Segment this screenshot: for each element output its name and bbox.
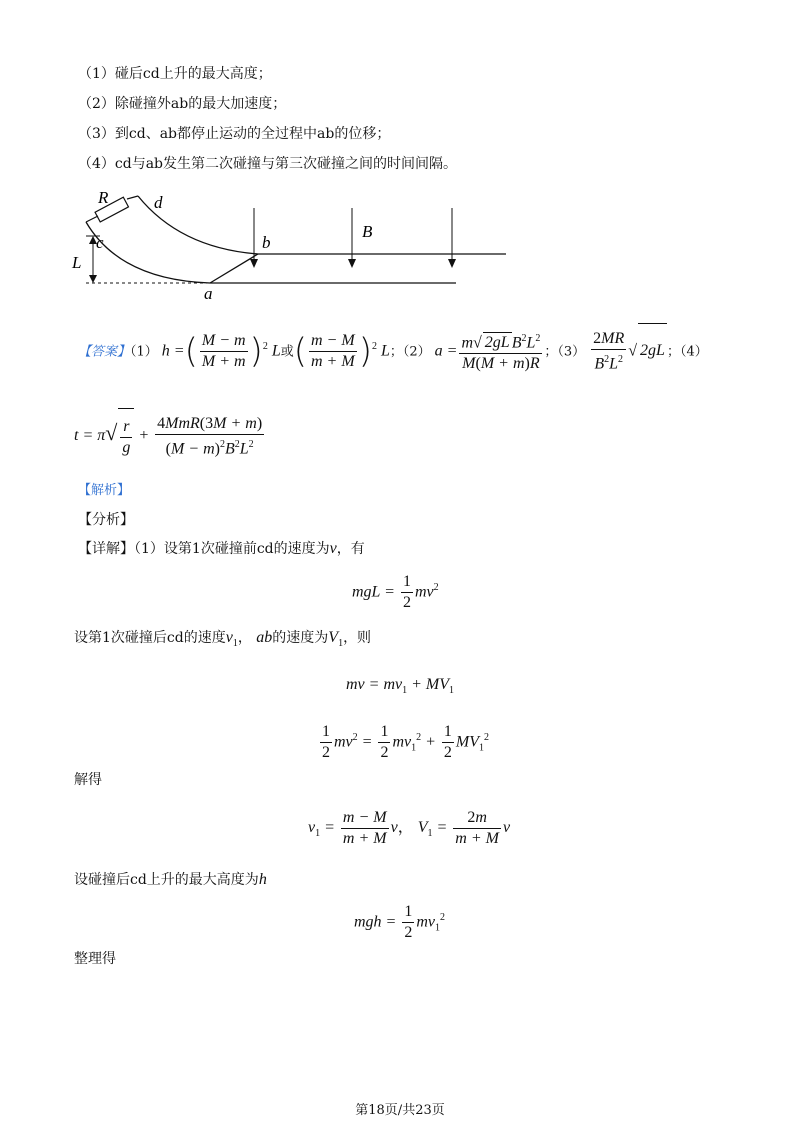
jiede-label: 解得	[74, 772, 102, 788]
detail-step-3: 设碰撞后cd上升的最大高度为h	[74, 871, 267, 888]
zhengli-label: 整理得	[74, 951, 116, 967]
label-c: c	[96, 233, 104, 252]
kinetic-energy-eq: $\frac{1}{2}$ $mv^2$ = $\frac{1}{2}$ $mv_1^2$ + $\frac{1}{2}$ $MV_1^2$	[322, 723, 490, 762]
label-L: L	[72, 253, 82, 272]
detail-step-1: 【详解】（1）设第1次碰撞前cd的速度为v，有	[78, 540, 365, 557]
label-B: B	[362, 222, 373, 241]
question-4: （4）cd与ab发生第二次碰撞与第三次碰撞之间的时间间隔。	[78, 156, 458, 172]
answer-tag: 【答案】	[78, 344, 131, 360]
velocity-solution: $v_1$ = $\frac{m - M}{m + M}$ v， $V_1$ = $\frac{2m}{m + M}$ v	[308, 808, 511, 847]
label-b: b	[262, 233, 271, 252]
answer-line: 【答案】（1） h =( $\frac{M - m}{M + m}$ )$^2$ L或( $\frac{m - M}{m + M}$ )$^2$ L；（2） a = $\frac{m√ 2gL B^2L^2}{M(M + m)R}$ ；（3） $\frac{2MR}{B^2L^2}$ √ 2gL ；（4）	[78, 320, 708, 374]
jiexi-heading: 【解析】	[78, 483, 131, 498]
height-eq: mgh = $\frac{1}{2}$ $mv_1^2$	[354, 903, 446, 942]
momentum-eq: mv = $mv_1 + MV_1$	[346, 676, 455, 697]
label-d: d	[154, 193, 163, 212]
answer-4-formula: t = π√ $\frac{r}{g}$ + $\frac{\text{4MmR(3M + m)}}{(M - m)^2B^2L^2}$	[74, 405, 266, 461]
detail-step-2: 设第1次碰撞后cd的速度$v_1$， ab的速度为$V_1$，则	[74, 629, 372, 650]
question-2: （2）除碰撞外ab的最大加速度；	[78, 96, 287, 112]
label-a: a	[204, 284, 213, 303]
physics-diagram	[0, 180, 560, 305]
label-R: R	[98, 188, 109, 207]
energy-eq: mgL = $\frac{1}{2}$ $mv^2$	[352, 573, 439, 612]
page-number: 第18页/共23页	[355, 1103, 445, 1118]
fenxi-heading: 【分析】	[78, 512, 134, 528]
question-1: （1）碰后cd上升的最大高度；	[78, 66, 272, 82]
question-3: （3）到cd、ab都停止运动的全过程中ab的位移；	[78, 126, 391, 142]
